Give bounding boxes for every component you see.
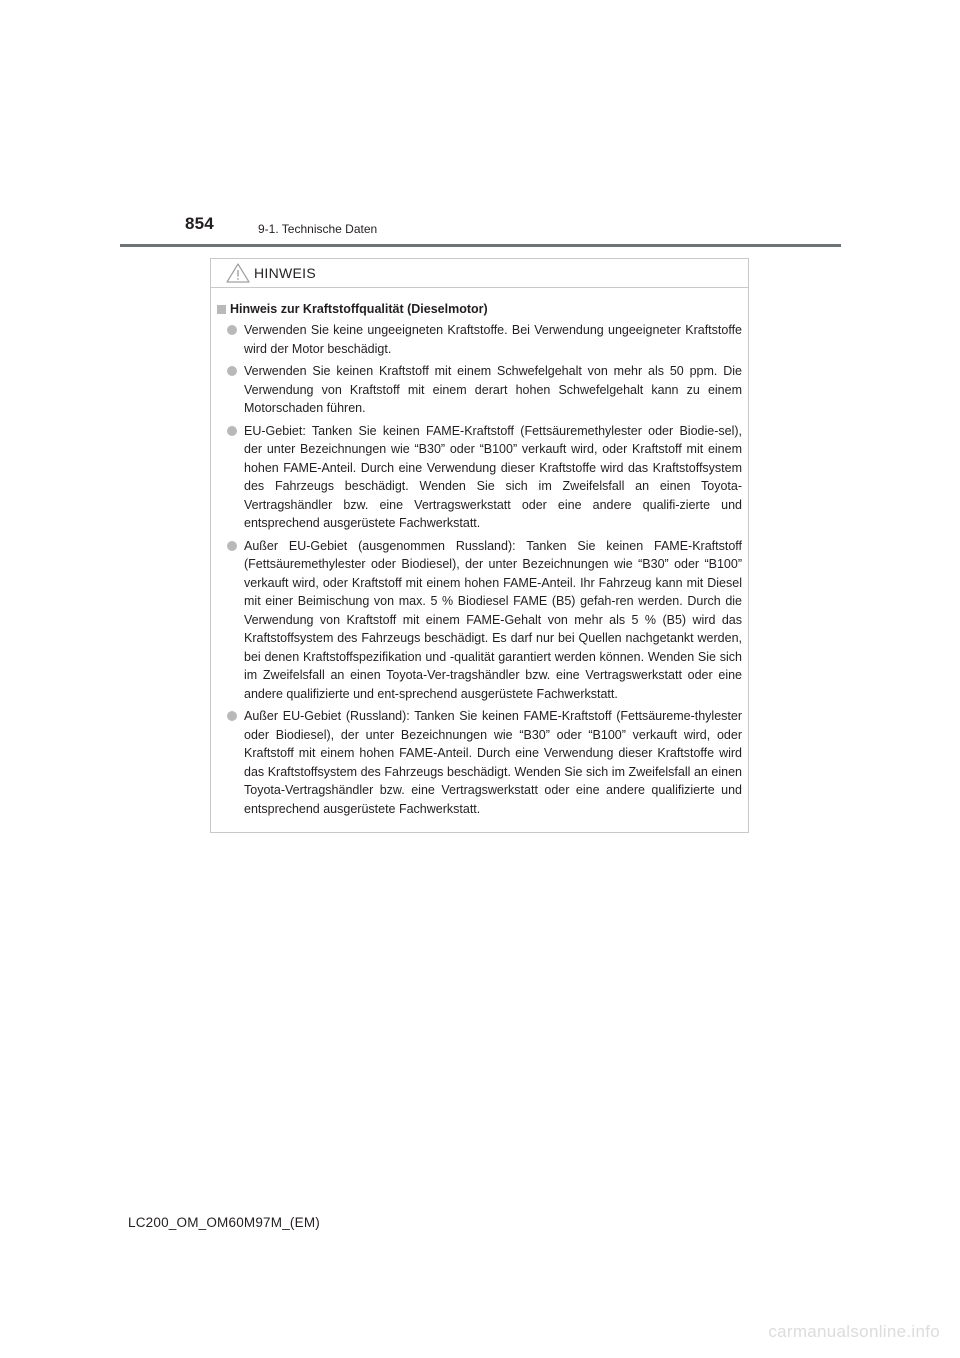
notice-body <box>211 288 748 818</box>
list-item <box>217 707 742 818</box>
notice-header <box>211 259 748 288</box>
list-item <box>217 537 742 704</box>
bullet-dot-icon <box>227 541 237 551</box>
bullet-dot-icon <box>227 325 237 335</box>
bullet-dot-icon <box>227 366 237 376</box>
list-item-text: Verwenden Sie keinen Kraftstoff mit einem Schwefelgehalt von mehr als 50 ppm. Die Verwendung von Kraftstoff mit einem derart hohen Schwefelgehalt kann zu einem Motorschaden führen. <box>244 364 742 415</box>
bullet-dot-icon <box>227 711 237 721</box>
list-item-text: Außer EU-Gebiet (ausgenommen Russland): Tanken Sie keinen FAME-Kraftstoff (Fettsäuremethylester oder Biodiesel), der unter Bezeichnungen wie “B30” oder “B100” verkauft wird, oder Kraftstoff mit einem hohen FAME-Anteil. Ihr Fahrzeug kann mit Diesel mit einer Beimischung von max. 5 % Biodiesel FAME (B5) gefah-ren werden. Durch die Verwendung von Kraftstoff mit einem FAME-Gehalt von mehr als 5 % (B5) wird das Kraftstoffsystem des Fahrzeugs beschädigt. Es darf nur bei Quellen nachgetankt werden, bei denen Kraftstoffspezifikation und -qualität garantiert werden können. Wenden Sie sich im Zweifelsfall an einen Toyota-Ver-tragshändler bzw. eine Vertragswerkstatt oder eine andere qualifizierte und ent-sprechend ausgerüstete Fachwerkstatt. <box>244 538 742 701</box>
list-item-text: EU-Gebiet: Tanken Sie keinen FAME-Kraftstoff (Fettsäuremethylester oder Biodie-sel), der unter Bezeichnungen wie “B30” oder “B100” verkauft wird, oder Kraftstoff mit einem hohen FAME-Anteil. Durch eine Verwendung dieser Kraftstoffe wird das Kraftstoffsystem des Fahrzeugs beschädigt. Wenden Sie sich im Zweifelsfall an einen Toyota-Vertragshändler bzw. eine Vertragswerkstatt oder eine andere qualifi-zierte und entsprechend ausgerüstete Fachwerkstatt. <box>244 423 742 530</box>
notice-subheading-text: Hinweis zur Kraftstoffqualität (Dieselmotor) <box>230 302 488 316</box>
square-bullet-icon <box>217 305 226 314</box>
bullet-dot-icon <box>227 426 237 436</box>
list-item <box>217 422 742 533</box>
notice-subheading <box>217 302 742 316</box>
page-number: 854 <box>185 214 214 233</box>
list-item-text: Verwenden Sie keine ungeeigneten Kraftstoffe. Bei Verwendung ungeeigneter Kraftstoffe wird der Motor beschädigt. <box>244 323 742 356</box>
header-rule <box>120 244 841 247</box>
notice-list <box>217 321 742 818</box>
document-code: LC200_OM_OM60M97M_(EM) <box>128 1215 320 1230</box>
notice-title: HINWEIS <box>254 265 316 281</box>
warning-triangle-icon <box>225 262 251 284</box>
watermark[interactable]: carmanualsonline.info <box>768 1322 940 1341</box>
list-item <box>217 321 742 358</box>
list-item <box>217 362 742 418</box>
section-title: 9-1. Technische Daten <box>258 222 378 236</box>
list-item-text: Außer EU-Gebiet (Russland): Tanken Sie keinen FAME-Kraftstoff (Fettsäureme-thylester oder Biodiesel), der unter Bezeichnungen wie “B30” oder “B100” verkauft wird, oder Kraftstoff mit einem hohen FAME-Anteil. Durch eine Verwendung dieser Kraftstoffe wird das Kraftstoffsystem des Fahrzeugs beschädigt. Wenden Sie sich im Zweifelsfall an einen Toyota-Vertragshändler bzw. eine Vertragswerkstatt oder eine andere qualifizierte und entsprechend ausgerüstete Fachwerkstatt. <box>244 709 742 816</box>
notice-box <box>210 258 749 833</box>
